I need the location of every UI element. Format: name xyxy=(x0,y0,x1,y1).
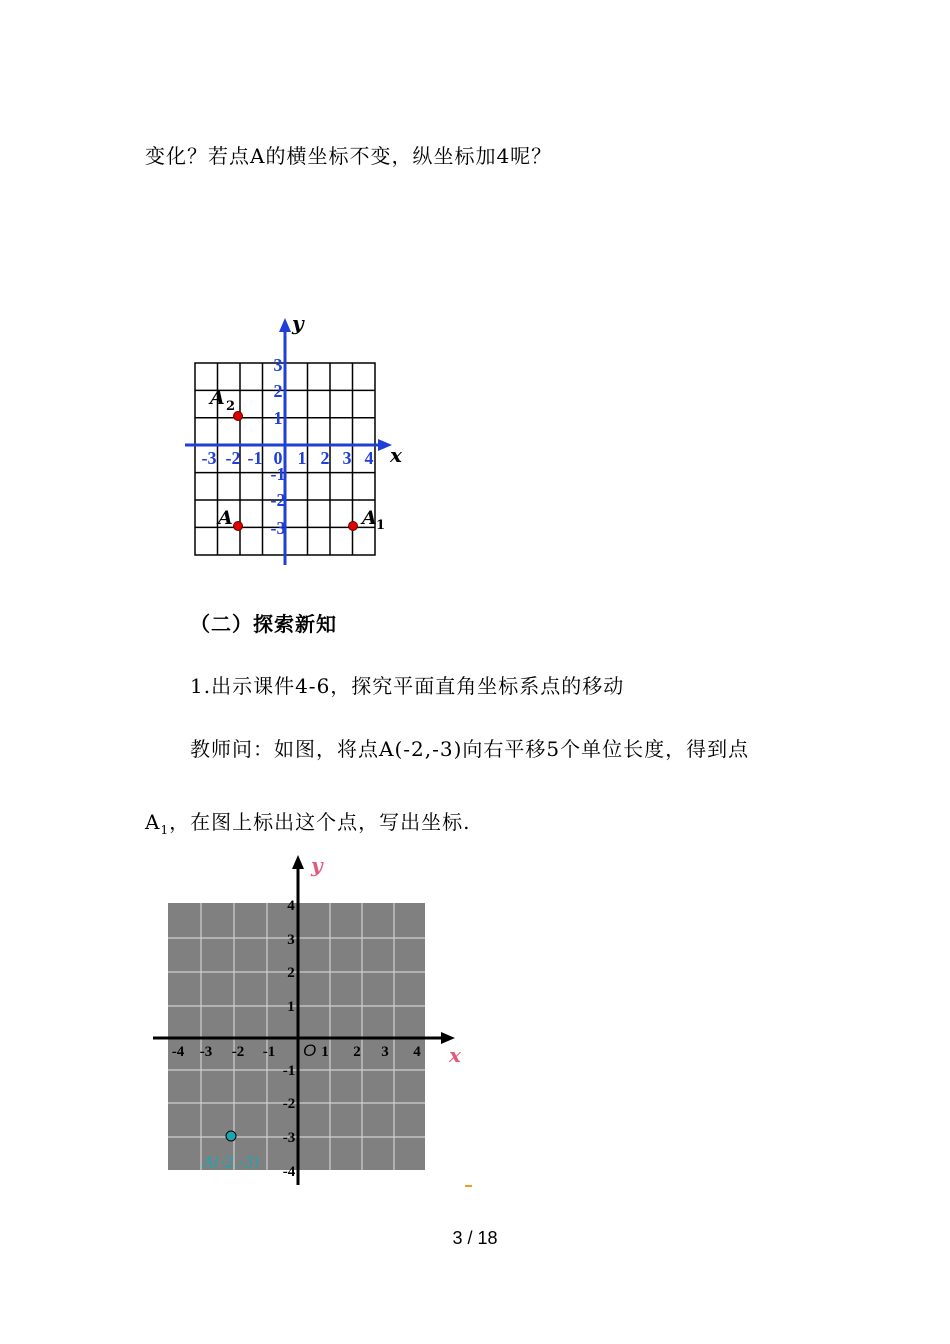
point-a1 xyxy=(349,522,358,531)
text-line-1: 变化？若点A的横坐标不变，纵坐标加4呢？ xyxy=(145,144,553,168)
point-a xyxy=(234,522,243,531)
fig2-y-tick: -3 xyxy=(282,1130,296,1146)
page-number: 3 / 18 xyxy=(452,1228,498,1248)
fig1-x-tick: 2 xyxy=(320,448,330,468)
fig1-y-tick: -1 xyxy=(270,464,286,484)
fig1-y-tick: 3 xyxy=(273,355,283,375)
fig2-y-tick: -1 xyxy=(282,1063,296,1079)
point-a1-label: A xyxy=(362,507,377,529)
fig2-y-tick: 1 xyxy=(287,999,295,1015)
fig1-x-tick: -2 xyxy=(225,448,241,468)
fig2-x-tick: -1 xyxy=(262,1044,276,1060)
a1-text: A xyxy=(145,810,161,834)
fig2-x-tick: -3 xyxy=(199,1044,213,1060)
fig1-x-tick: -3 xyxy=(201,448,217,468)
fig2-x-tick: 4 xyxy=(413,1044,421,1060)
fig1-x-axis-label: x xyxy=(390,443,402,467)
fig1-x-tick: 0 xyxy=(273,448,283,468)
fig2-y-tick: 3 xyxy=(287,932,295,948)
fig1-y-axis-label: y xyxy=(292,311,304,335)
point-a2-label: A xyxy=(210,387,225,409)
fig1-y-tick: 2 xyxy=(273,381,283,401)
fig2-y-tick: 4 xyxy=(287,898,295,914)
coordinate-figure-1 xyxy=(140,310,440,570)
fig2-y-tick: -4 xyxy=(282,1164,296,1180)
fig1-x-tick: 3 xyxy=(342,448,352,468)
fig2-x-axis-label: x xyxy=(449,1043,461,1067)
fig1-y-tick: 1 xyxy=(273,408,283,428)
point-a-label: A xyxy=(218,507,233,529)
fig2-x-tick: 1 xyxy=(321,1044,329,1060)
fig1-x-tick: 1 xyxy=(297,448,307,468)
fig2-y-axis-label: y xyxy=(311,853,323,877)
fig2-point-a-label: A(-2,-3) xyxy=(203,1153,260,1171)
point-a1-subscript: 1 xyxy=(376,518,386,533)
fig2-y-tick: -2 xyxy=(282,1096,296,1112)
coordinate-figure-2 xyxy=(145,850,485,1200)
fig1-x-tick: 4 xyxy=(364,448,374,468)
fig2-x-tick: -2 xyxy=(231,1044,245,1060)
point-a2-subscript: 2 xyxy=(226,399,236,414)
fig2-x-tick: 2 xyxy=(353,1044,361,1060)
fig2-y-tick: 2 xyxy=(287,965,295,981)
fig2-x-tick: 3 xyxy=(381,1044,389,1060)
a1-subscript: 1 xyxy=(160,823,170,837)
fig1-x-tick: -1 xyxy=(247,448,263,468)
fig2-origin-label: O xyxy=(303,1041,317,1060)
text-line-2: 1.出示课件4-6，探究平面直角坐标系点的移动 xyxy=(190,674,625,698)
fig1-y-tick: -3 xyxy=(270,518,286,538)
fig2-x-tick: -4 xyxy=(171,1044,185,1060)
text-line-4 xyxy=(145,806,470,837)
fig2-point-a xyxy=(226,1131,236,1141)
fig1-y-tick: -2 xyxy=(270,490,286,510)
section-heading: （二）探索新知 xyxy=(190,612,337,636)
text-line-4-rest: ，在图上标出这个点，写出坐标. xyxy=(169,810,471,834)
text-line-3: 教师问：如图，将点A(-2,-3)向右平移5个单位长度，得到点 xyxy=(190,737,750,761)
